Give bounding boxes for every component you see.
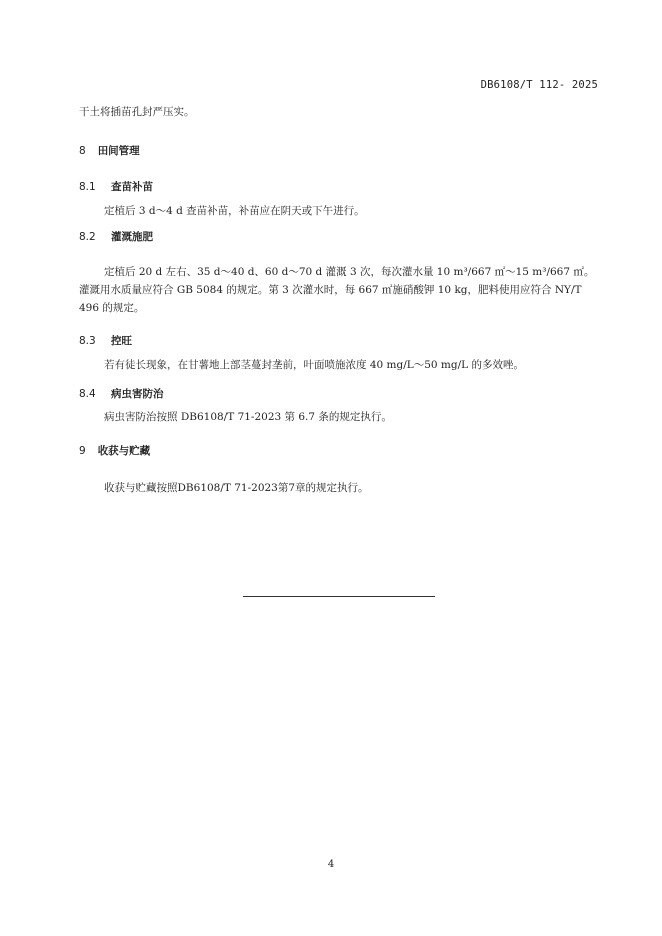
document-id-header: DB6108/T 112- 2025 xyxy=(480,79,598,91)
subsection-title: 病虫害防治 xyxy=(111,388,164,400)
subsection-title: 查苗补苗 xyxy=(111,181,153,193)
section-8-heading xyxy=(79,143,140,158)
section-number: 9 xyxy=(79,445,86,457)
intro-line: 干土将插苗孔封严压实。 xyxy=(79,106,195,118)
section-9-heading xyxy=(79,443,150,458)
subsection-number: 8.3 xyxy=(79,335,96,347)
subsection-8-4-heading xyxy=(79,386,164,401)
section-number: 8 xyxy=(79,145,86,157)
subsection-8-3-heading xyxy=(79,333,132,348)
section-title: 收获与贮藏 xyxy=(97,445,151,457)
section-9-text: 收获与贮藏按照DB6108/T 71-2023第7章的规定执行。 xyxy=(104,482,369,494)
section-title: 田间管理 xyxy=(97,145,140,157)
subsection-8-4-text: 病虫害防治按照 DB6108/T 71-2023 第 6.7 条的规定执行。 xyxy=(104,411,392,423)
subsection-8-3-text: 若有徒长现象，在甘薯地上部茎蔓封垄前，叶面喷施浓度 40 mg/L～50 mg/L 的多效唑。 xyxy=(104,359,524,371)
subsection-8-2-heading xyxy=(79,229,153,244)
end-divider xyxy=(243,596,435,597)
subsection-number: 8.2 xyxy=(79,231,96,243)
subsection-8-2-line-2: 灌溉用水质量应符合 GB 5084 的规定。第 3 次灌水时，每 667 ㎡施硝酸钾 10 kg，肥料使用应符合 NY/T xyxy=(79,284,582,296)
subsection-8-1-heading xyxy=(79,179,153,194)
subsection-number: 8.4 xyxy=(79,388,96,400)
subsection-8-2-line-3: 496 的规定。 xyxy=(79,302,145,314)
subsection-title: 灌溉施肥 xyxy=(111,231,153,243)
subsection-8-1-text: 定植后 3 d～4 d 查苗补苗，补苗应在阴天或下午进行。 xyxy=(104,205,365,217)
page-number: 4 xyxy=(327,859,335,870)
subsection-title: 控旺 xyxy=(111,335,132,347)
subsection-number: 8.1 xyxy=(79,181,96,193)
subsection-8-2-line-1: 定植后 20 d 左右、35 d～40 d、60 d～70 d 灌溉 3 次，每次灌水量 10 m³/667 ㎡～15 m³/667 ㎡。 xyxy=(104,266,595,278)
